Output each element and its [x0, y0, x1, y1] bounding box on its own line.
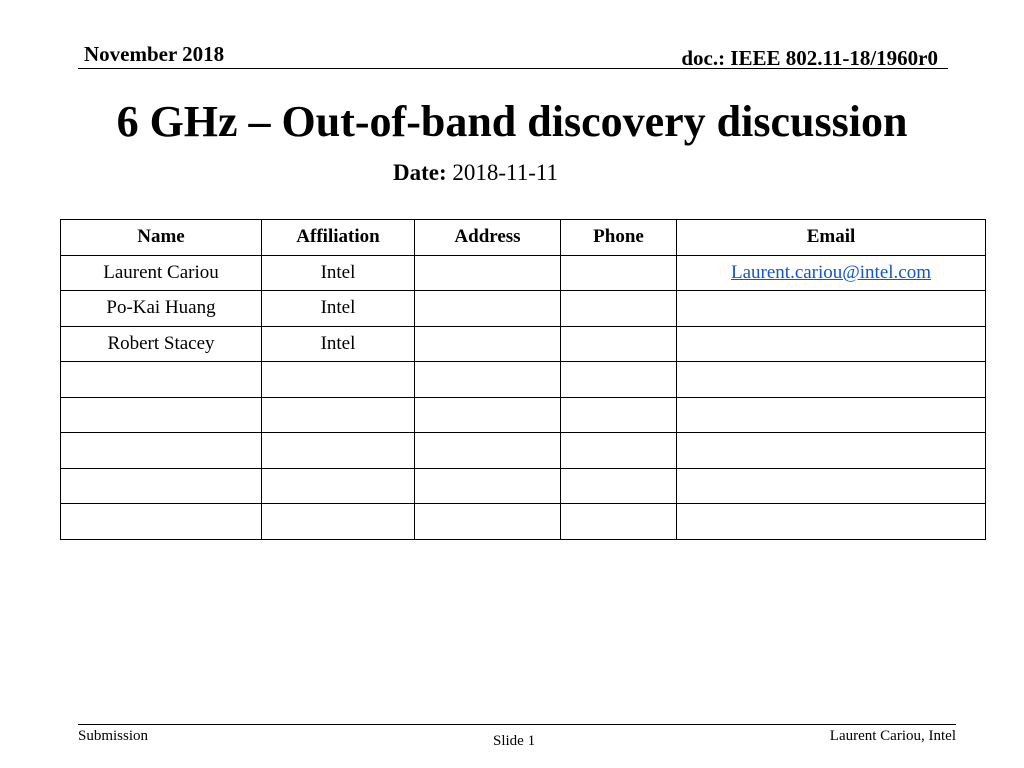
cell-phone — [561, 433, 677, 469]
footer-submission: Submission — [78, 728, 149, 744]
cell-phone — [561, 326, 677, 362]
cell-email — [677, 291, 986, 327]
table-row — [61, 433, 986, 469]
cell-email — [677, 504, 986, 540]
cell-name: Robert Stacey — [61, 326, 262, 362]
cell-address — [415, 326, 561, 362]
cell-phone — [561, 291, 677, 327]
date-label: Date: — [393, 160, 447, 185]
table-row — [61, 255, 986, 291]
cell-address — [415, 433, 561, 469]
cell-phone — [561, 468, 677, 504]
cell-address — [415, 362, 561, 398]
date-line — [393, 160, 558, 186]
date-value: 2018-11-11 — [452, 160, 559, 185]
column-header-affiliation: Affiliation — [262, 220, 415, 256]
cell-phone — [561, 362, 677, 398]
cell-name: Po-Kai Huang — [61, 291, 262, 327]
header-date: November 2018 — [84, 42, 225, 66]
cell-email — [677, 362, 986, 398]
cell-address — [415, 468, 561, 504]
column-header-phone: Phone — [561, 220, 677, 256]
cell-affiliation: Intel — [262, 255, 415, 291]
cell-name: Laurent Cariou — [61, 255, 262, 291]
cell-affiliation: Intel — [262, 326, 415, 362]
table-row — [61, 326, 986, 362]
header-divider — [78, 68, 948, 69]
cell-name — [61, 433, 262, 469]
table-header-row — [61, 220, 986, 256]
cell-phone — [561, 255, 677, 291]
table-row — [61, 291, 986, 327]
header-doc-id: doc.: IEEE 802.11-18/1960r0 — [681, 46, 938, 70]
table-row — [61, 468, 986, 504]
cell-phone — [561, 504, 677, 540]
footer-author: Laurent Cariou, Intel — [829, 728, 956, 744]
cell-email — [677, 468, 986, 504]
cell-address — [415, 255, 561, 291]
footer-slide-number: Slide 1 — [493, 733, 536, 749]
cell-email — [677, 326, 986, 362]
cell-name — [61, 504, 262, 540]
table-row — [61, 362, 986, 398]
table-row — [61, 504, 986, 540]
cell-name — [61, 468, 262, 504]
cell-email — [677, 397, 986, 433]
cell-address — [415, 291, 561, 327]
email-link[interactable]: Laurent.cariou@intel.com — [677, 255, 986, 291]
authors-table — [60, 219, 986, 540]
cell-affiliation — [262, 362, 415, 398]
slide-title: 6 GHz – Out-of-band discovery discussion — [116, 97, 908, 146]
cell-affiliation — [262, 397, 415, 433]
column-header-name: Name — [61, 220, 262, 256]
cell-affiliation — [262, 433, 415, 469]
cell-affiliation — [262, 504, 415, 540]
cell-address — [415, 504, 561, 540]
cell-affiliation — [262, 468, 415, 504]
cell-address — [415, 397, 561, 433]
cell-name — [61, 362, 262, 398]
cell-name — [61, 397, 262, 433]
cell-email — [677, 433, 986, 469]
cell-phone — [561, 397, 677, 433]
table-row — [61, 397, 986, 433]
cell-affiliation: Intel — [262, 291, 415, 327]
column-header-email: Email — [677, 220, 986, 256]
column-header-address: Address — [415, 220, 561, 256]
footer-divider — [78, 724, 956, 725]
